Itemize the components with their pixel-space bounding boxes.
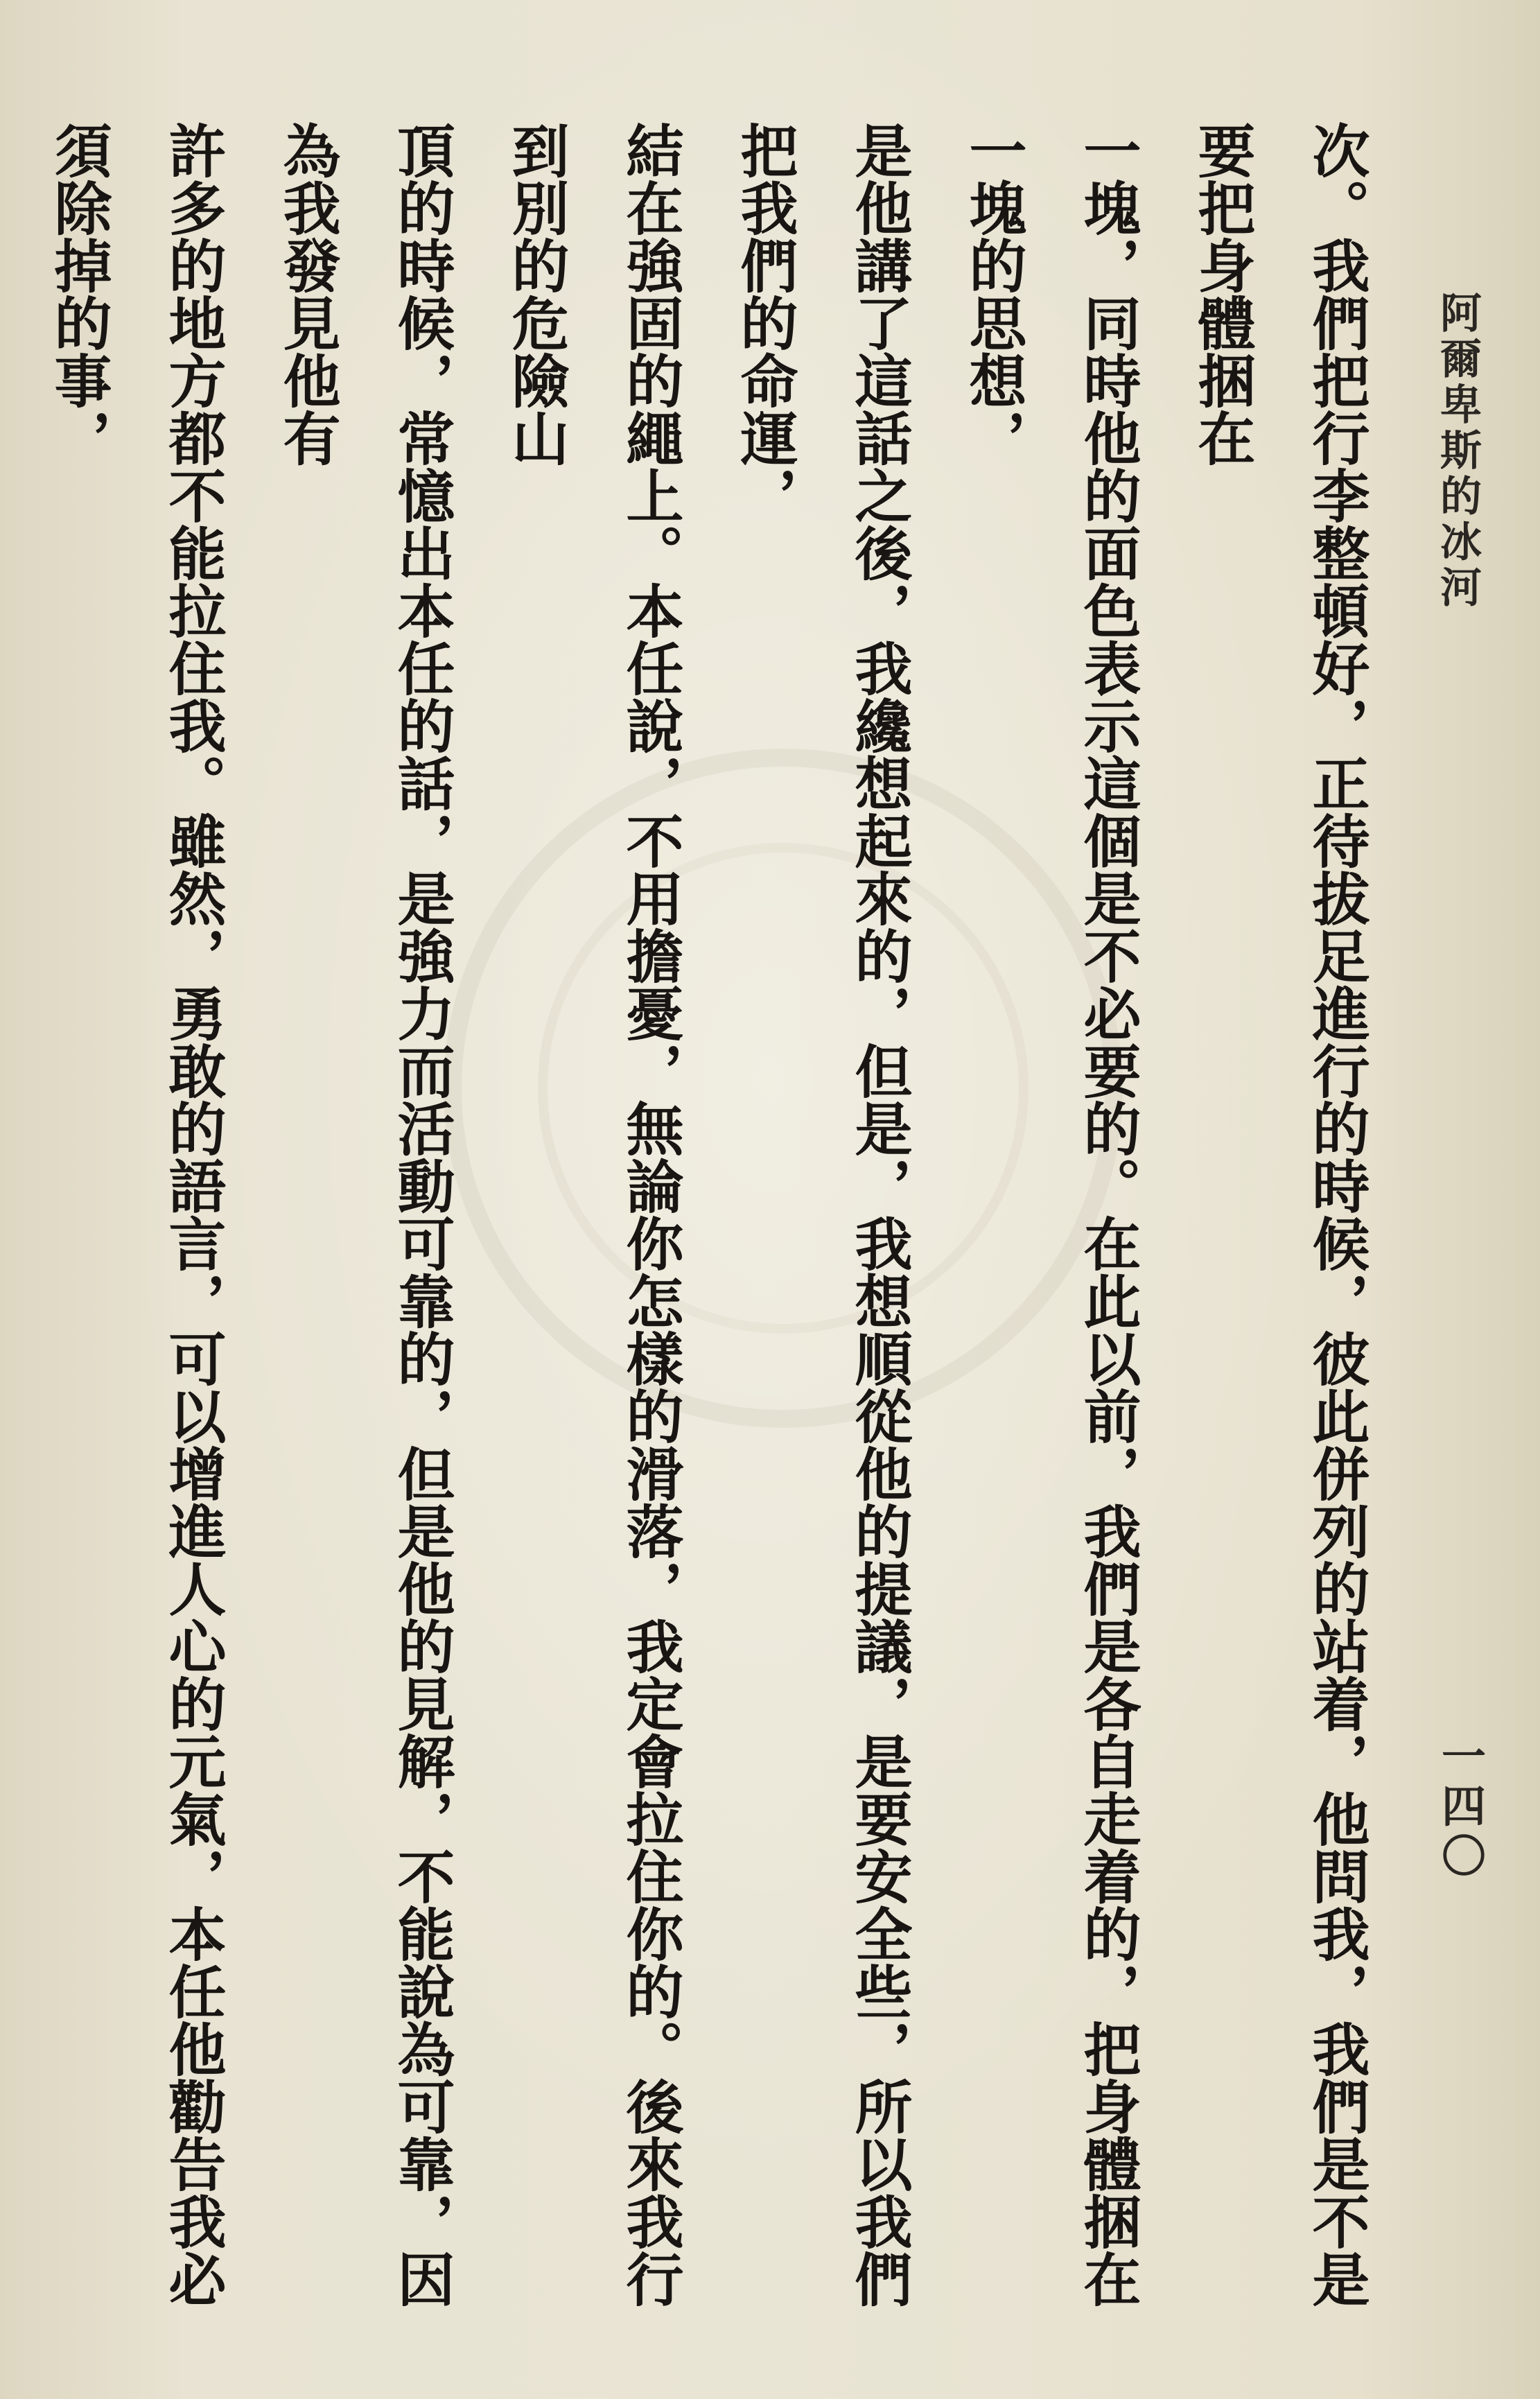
page-number: 一四〇 — [1434, 1733, 1486, 1883]
text-column: 次。我們把行李整頓好，正待拔足進行的時候，彼此併列的站着，他問我，我們是不是要把身體捆在 — [1188, 121, 1370, 2308]
text-column: 結在強固的繩上。本任說，不用擔憂，無論你怎樣的滑落，我定會拉住你的。後來我行到別的危險山 — [502, 121, 684, 2308]
body-text — [44, 121, 1393, 2353]
text-column: 是他講了這話之後，我纔想起來的，但是，我想順從他的提議，是要安全些，所以我們把我們的命運， — [730, 121, 913, 2308]
text-column: 頂的時候，常憶出本任的話，是強力而活動可靠的，但是他的見解，不能說為可靠，因為我發見他有 — [273, 121, 455, 2308]
running-title: 阿爾卑斯的冰河 — [1433, 291, 1482, 611]
text-column — [0, 121, 21, 2353]
text-column: 許多的地方都不能拉住我。雖然，勇敢的語言，可以增進人心的元氣，本任他勸告我必須除掉的事， — [44, 121, 227, 2308]
text-column: 一塊，同時他的面色表示這個是不必要的。在此以前，我們是各自走着的，把身體捆在一塊的思想， — [959, 121, 1141, 2308]
